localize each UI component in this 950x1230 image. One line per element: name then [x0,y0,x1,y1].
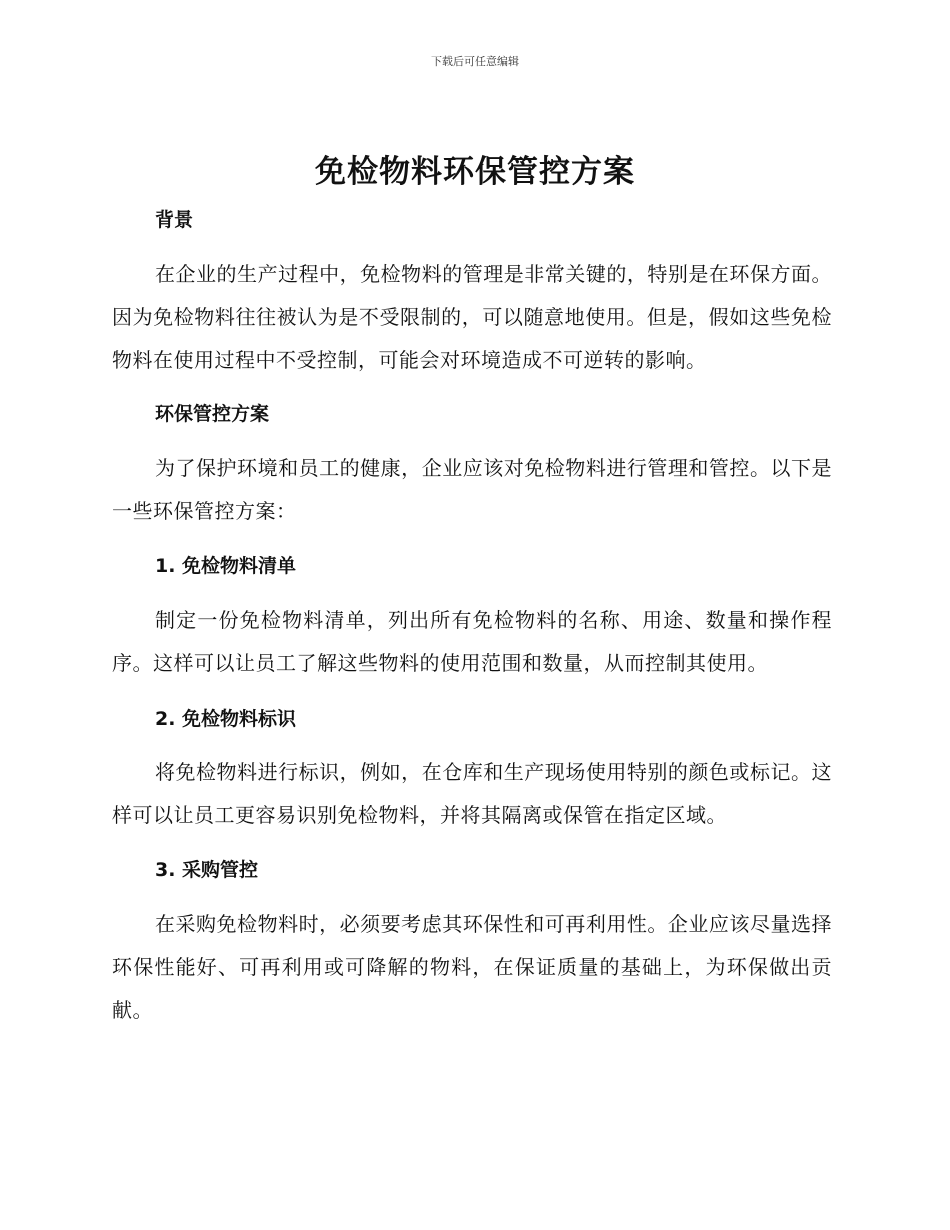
document-title: 免检物料环保管控方案 [315,154,635,190]
section-heading-background: 背景 [155,209,194,231]
section-heading-material-marking: 2. 免检物料标识 [155,708,297,730]
section-paragraph-material-list: 制定一份免检物料清单，列出所有免检物料的名称、用途、数量和操作程序。这样可以让员工了解这些物料的使用范围和数量，从而控制其使用。 [112,608,832,675]
section-heading-procurement-control: 3. 采购管控 [155,859,259,881]
section-paragraph-procurement-control: 在采购免检物料时，必须要考虑其环保性和可再利用性。企业应该尽量选择环保性能好、可再利用或可降解的物料，在保证质量的基础上，为环保做出贡献。 [112,912,832,1022]
section-heading-material-list: 1. 免检物料清单 [155,555,297,577]
section-paragraph-material-marking: 将免检物料进行标识，例如，在仓库和生产现场使用特别的颜色或标记。这样可以让员工更容易识别免检物料，并将其隔离或保管在指定区域。 [112,760,832,827]
section-paragraph-background: 在企业的生产过程中，免检物料的管理是非常关键的，特别是在环保方面。因为免检物料往往被认为是不受限制的，可以随意地使用。但是，假如这些免检物料在使用过程中不受控制，可能会对环境造成不可逆转的影响。 [112,262,832,372]
section-heading-control-plan: 环保管控方案 [155,403,270,425]
section-paragraph-control-plan: 为了保护环境和员工的健康，企业应该对免检物料进行管理和管控。以下是一些环保管控方案： [112,456,832,523]
header-note: 下载后可任意编辑 [431,55,519,68]
